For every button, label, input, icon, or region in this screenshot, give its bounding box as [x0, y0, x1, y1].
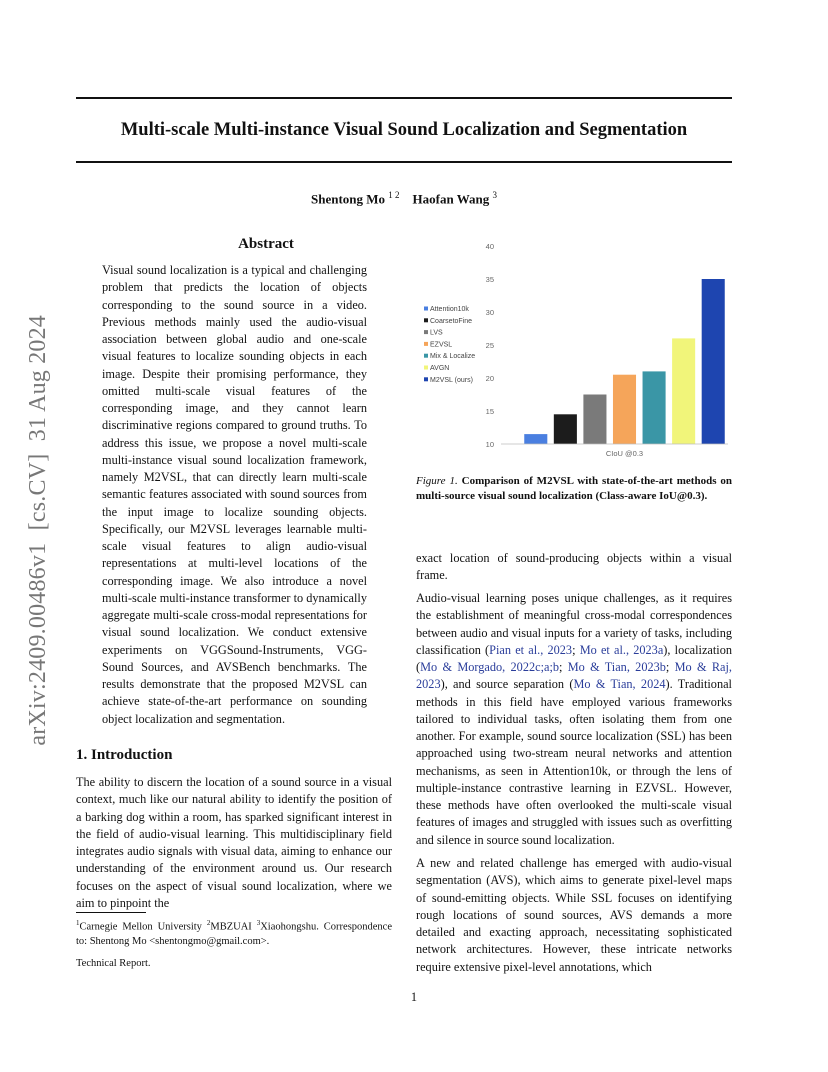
title-rule-top: [76, 97, 732, 99]
legend-swatch: [424, 330, 428, 334]
right-paragraph-1: [416, 550, 732, 585]
y-tick-label: 15: [485, 407, 494, 416]
author-name: Haofan Wang: [412, 191, 490, 207]
legend-swatch: [424, 318, 428, 322]
introduction-paragraph: The ability to discern the location of a sound source in a visual context, much like our natural ability to identify the position of a barking dog within a room, has sparked significant interest in the field of audio-visual learning. This multidisciplinary field integrates audio signals with visual data, aiming to enhance our understanding of the environment around us. Our research focuses on the aspect of visual sound localization, where we aim to pinpoint the: [76, 775, 392, 910]
paragraph-text: Audio-visual learning poses unique challenges, as it requires the establishment of meaningful cross-modal correspondences between audio and visual inputs for a variety of tasks, including classification (: [416, 591, 732, 657]
footnote-rule: [76, 912, 146, 913]
right-paragraph-3: [416, 855, 732, 976]
figure-caption-text: Comparison of M2VSL with state-of-the-art methods on multi-source visual sound localization (Class-aware IoU@0.3).: [416, 475, 733, 502]
bar-m2vsl-ours-: [702, 279, 725, 444]
bar-mix-localize: [643, 371, 666, 444]
y-tick-label: 10: [485, 440, 494, 449]
legend-entry: EZVSL: [430, 341, 453, 349]
citation-link[interactable]: Mo & Tian, 2023b: [567, 660, 666, 674]
correspondence-line: Correspondence to: Shentong Mo <shentongmo@gmail.com>.: [76, 921, 393, 947]
bar-lvs: [583, 395, 606, 445]
paper-title: Multi-scale Multi-instance Visual Sound Localization and Segmentation: [120, 120, 688, 140]
legend-entry: Attention10k: [430, 306, 469, 313]
legend-swatch: [424, 342, 428, 346]
y-tick-label: 40: [485, 242, 494, 251]
page-number: 1: [410, 990, 418, 1004]
citation-link[interactable]: Pian et al., 2023: [489, 642, 573, 657]
legend-entry: LVS: [430, 329, 443, 337]
legend-entry: Mix & Localize: [430, 353, 476, 361]
y-tick-label: 30: [485, 308, 494, 317]
legend-swatch: [424, 377, 428, 381]
author-affiliation: 1 2: [388, 190, 400, 200]
legend-entry: M2VSL (ours): [430, 376, 473, 384]
abstract-heading: Abstract: [238, 236, 294, 252]
paragraph-text: exact location of sound-producing objects within a visual frame.: [416, 551, 732, 583]
footnote-marker: 1: [76, 919, 80, 927]
affiliation-name: MBZUAI: [210, 921, 252, 933]
bar-chart-figure-1: [416, 236, 732, 464]
footnote-affiliations: $^1$Carnegie Mellon University $^2$MBZUAI $^3$Xiaohongshu. Correspondence to: Shentong Mo <shentongmo@gmail.com>.: [76, 919, 393, 947]
citation-link[interactable]: Mo et al., 2023a: [579, 642, 664, 657]
bar-coarsetofine: [554, 414, 577, 444]
affiliation-name: Carnegie Mellon University: [79, 921, 202, 933]
paragraph-text: ), localization (: [416, 642, 733, 674]
legend-entry: AVGN: [430, 365, 450, 372]
affiliation-name: Xiaohongshu: [260, 921, 317, 933]
y-tick-label: 35: [485, 275, 494, 284]
y-tick-label: 25: [485, 341, 494, 350]
legend-entry: CoarsetoFine: [430, 317, 473, 325]
legend-swatch: [424, 354, 428, 358]
footnote-marker: 3: [256, 919, 261, 927]
paragraph-text: ), and source separation (: [440, 677, 574, 692]
figure-caption: [416, 474, 732, 504]
abstract-text: Visual sound localization is a typical and challenging problem that predicts the location of objects corresponding to the sound source in a video. Previous methods mainly used the audio-visual association between global audio and one-scale visual features to localize sounding objects in each image. Despite their promising performance, they omitted multi-scale visual features of the corresponding image, and they cannot learn discriminative regions compared to ground truths. To address this issue, we propose a novel multi-scale multi-instance visual sound localization framework, namely M2VSL, that can directly learn multi-scale semantic features associated with sound sources from the input image to localize sounding objects. Specifically, our M2VSL leverages learnable multi-scale visual features to align audio-visual representations at multi-level locations of the corresponding image. We also introduce a novel multi-scale multi-instance transformer to dynamically aggregate multi-scale cross-modal representations for visual sound localization. We conduct extensive experiments on VGGSound-Instruments, VGG-Sound Sources, and AVSBench benchmarks. The results demonstrate that the proposed M2VSL can achieve state-of-the-art performance on sounding object localization and segmentation.: [102, 263, 367, 726]
citation-link[interactable]: Mo & Morgado, 2022c;a;b: [420, 660, 560, 674]
bar-attention10k: [524, 434, 547, 444]
bar-avgn: [672, 338, 695, 444]
legend-swatch: [424, 307, 428, 311]
footnote-marker: 2: [206, 919, 211, 927]
y-tick-label: 20: [485, 374, 494, 383]
paragraph-text: ;: [665, 660, 675, 674]
title-rule-bottom: [76, 161, 732, 163]
citation-link[interactable]: Mo & Raj, 2023: [416, 660, 732, 692]
paragraph-text: ;: [572, 642, 580, 657]
paragraph-text: ). Traditional methods in this field have employed various frameworks tailored to individual tasks, often isolating them from one another. For example, sound source localization (SSL) has been approached using two-stream neural networks and attention mechanisms, as seen in Attention10k, or through the lens of multiple-instance contrastive learning in EZVSL. However, these methods have often overlooked the multi-scale visual features of images and struggled with issues such as overfitting and silence in source sound localization.: [416, 677, 732, 847]
arxiv-identifier: arXiv:2409.00486v1 [cs.CV] 31 Aug 2024: [24, 314, 51, 746]
citation-link[interactable]: Mo & Tian, 2024: [573, 677, 666, 692]
arxiv-sidebar: [24, 300, 52, 760]
bar-ezvsl: [613, 375, 636, 444]
figure-label: Figure 1.: [416, 475, 458, 487]
technical-report-note: Technical Report.: [76, 958, 151, 969]
legend-swatch: [424, 366, 428, 370]
author-list: [76, 190, 732, 207]
section-heading-introduction: 1. Introduction: [76, 747, 173, 763]
right-paragraph-2: [416, 590, 732, 849]
author-affiliation: 3: [492, 190, 497, 200]
author-name: Shentong Mo: [311, 191, 386, 207]
paragraph-text: ;: [559, 660, 568, 674]
x-axis-label: CIoU @0.3: [605, 449, 644, 458]
paragraph-text: A new and related challenge has emerged with audio-visual segmentation (AVS), which aims to generate pixel-level maps of sound-emitting objects. While SSL focuses on identifying rough locations of sound sources, AVS demands a more detailed and exacting approach, necessitating sophisticated network architectures. However, these intricate networks require extensive pixel-level annotations, which: [416, 856, 732, 974]
